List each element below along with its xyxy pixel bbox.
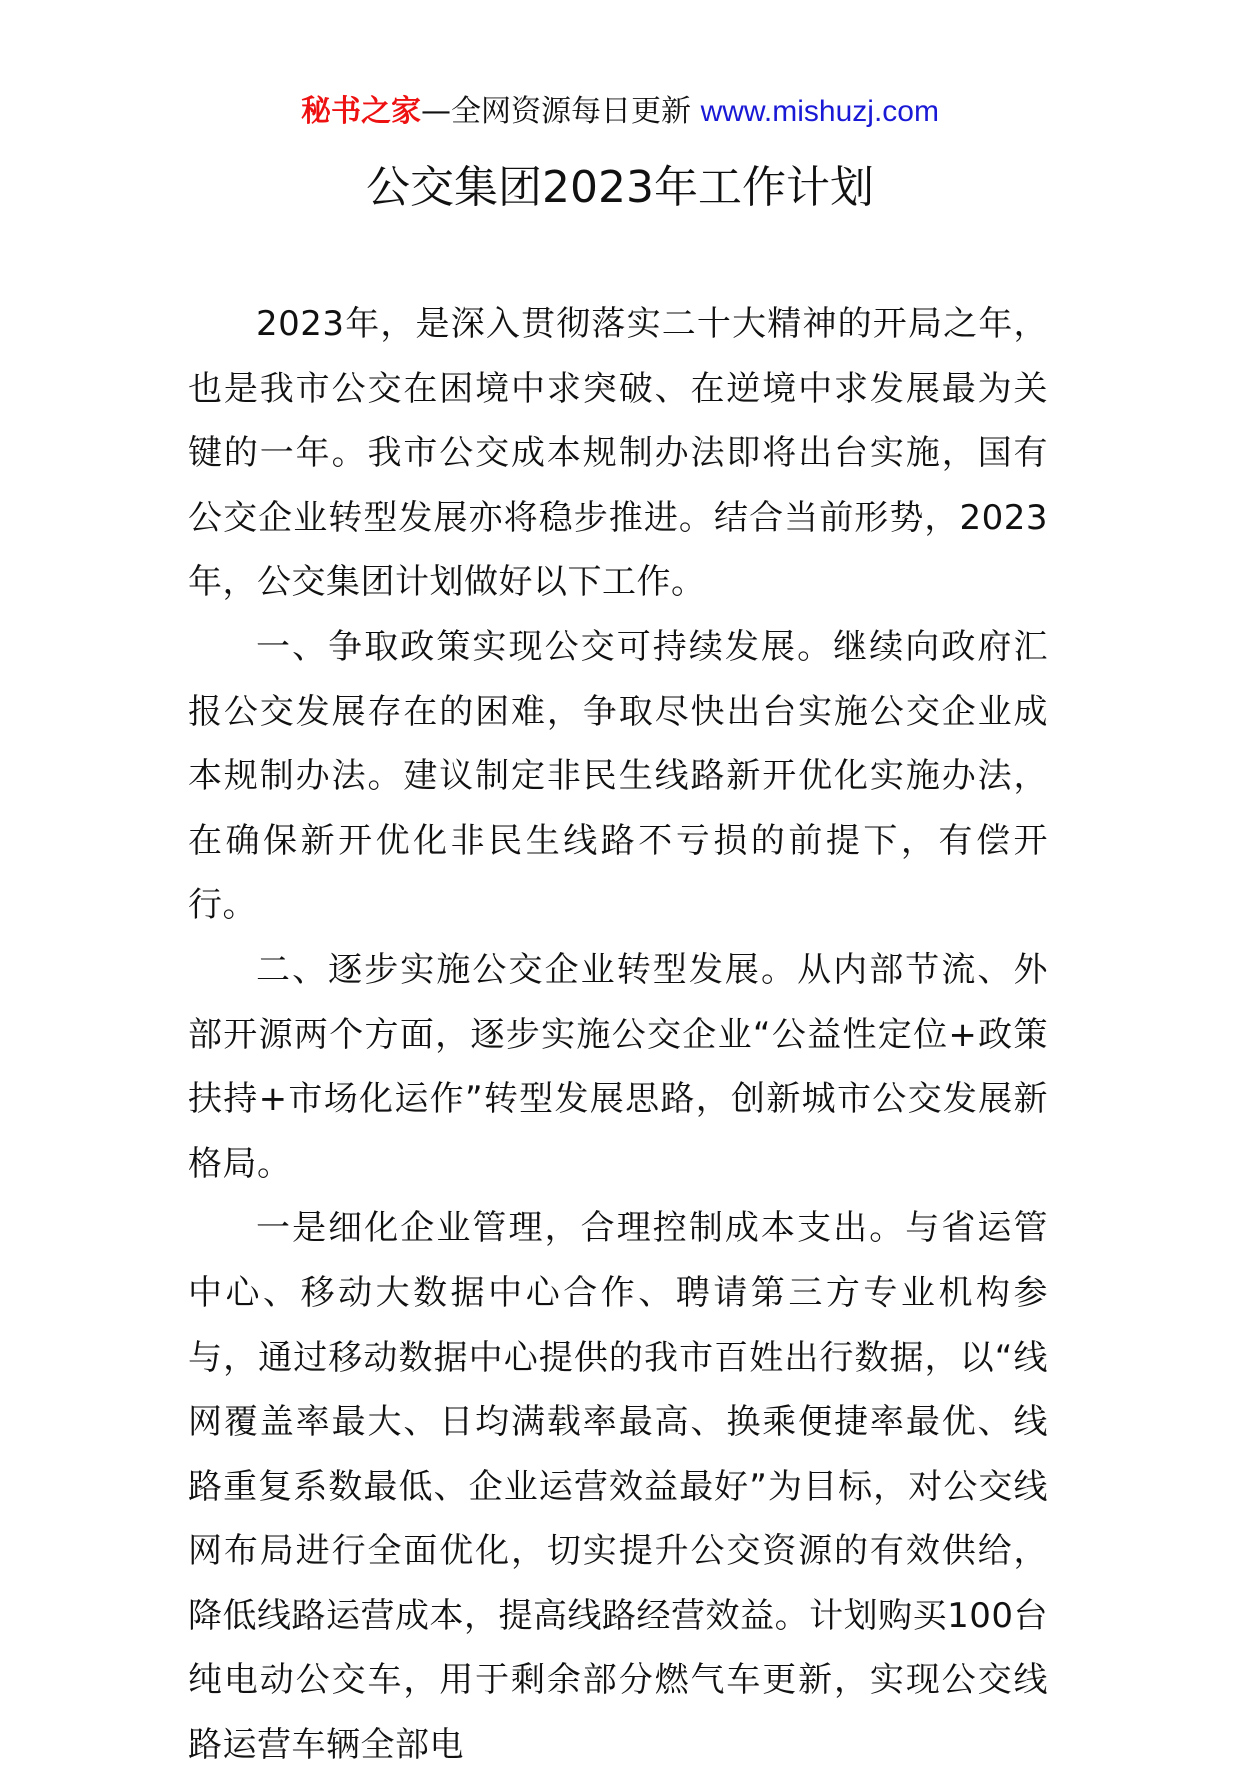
- document-title: 公交集团2023年工作计划: [366, 162, 874, 213]
- site-url-link[interactable]: www.mishuzj.com: [700, 95, 939, 128]
- document-body: [188, 292, 1048, 1778]
- site-slogan: —全网资源每日更新: [421, 94, 701, 129]
- paragraph-section-1: 一、争取政策实现公交可持续发展。继续向政府汇报公交发展存在的困难，争取尽快出台实施公交企业成本规制办法。建议制定非民生线路新开优化实施办法，在确保新开优化非民生线路不亏损的前提下，有偿开行。: [188, 626, 1048, 926]
- paragraph-section-2: 二、逐步实施公交企业转型发展。从内部节流、外部开源两个方面，逐步实施公交企业“公益性定位+政策扶持+市场化运作”转型发展思路，创新城市公交发展新格局。: [188, 949, 1048, 1184]
- paragraph-item-1: 一是细化企业管理，合理控制成本支出。与省运管中心、移动大数据中心合作、聘请第三方专业机构参与，通过移动数据中心提供的我市百姓出行数据，以“线网覆盖率最大、日均满载率最高、换乘便捷率最优、线路重复系数最低、企业运营效益最好”为目标，对公交线网布局进行全面优化，切实提升公交资源的有效供给，降低线路运营成本，提高线路经营效益。计划购买100台纯电动公交车，用于剩余部分燃气车更新，实现公交线路运营车辆全部电: [188, 1208, 1048, 1766]
- paragraph-intro: 2023年，是深入贯彻落实二十大精神的开局之年，也是我市公交在困境中求突破、在逆境中求发展最为关键的一年。我市公交成本规制办法即将出台实施，国有公交企业转型发展亦将稳步推进。结合当前形势，2023年，公交集团计划做好以下工作。: [188, 304, 1048, 603]
- site-header: [0, 92, 1240, 132]
- site-brand: 秘书之家: [301, 94, 422, 129]
